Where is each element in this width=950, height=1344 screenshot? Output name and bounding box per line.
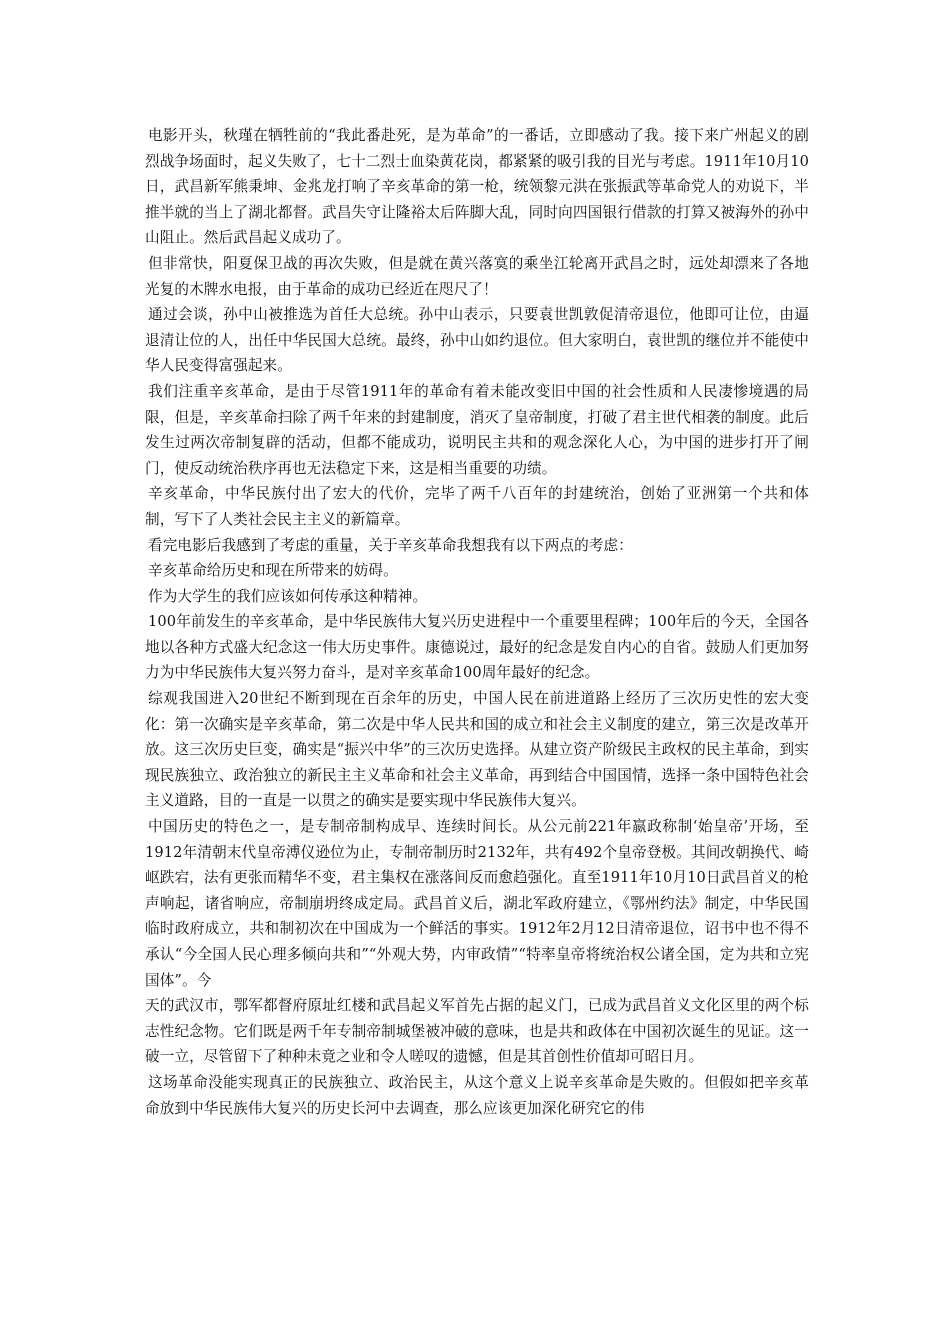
paragraph: 中国历史的特色之一，是专制帝制构成早、连续时间长。从公元前221年嬴政称制‘始皇帝’开场，至1912年清朝末代皇帝溥仪逊位为止，专制帝制历时2132年，共有492个皇帝登极。其间改朝换代、崎岖跌宕，法有更张而精华不变，君主集权在涨落间反而愈趋强化。直至1911年10月10日武昌首义的枪声响起，诸省响应，帝制崩坍终成定局。武昌首义后，湖北军政府建立，《鄂州约法》制定，中华民国临时政府成立，共和制初次在中国成为一个鲜活的事实。1912年2月12日清帝退位，诏书中也不得不承认“今全国人民心理多倾向共和”“外观大势，内审政情”“特率皇帝将统治权公诸全国，定为共和立宪国体”。今 bbox=[145, 818, 809, 989]
document-body bbox=[145, 123, 809, 1121]
paragraph: 但非常快，阳夏保卫战的再次失败，但是就在黄兴落寞的乘坐江轮离开武昌之时，远处却漂来了各地光复的木牌水电报，由于革命的成功已经近在咫尺了！ bbox=[145, 254, 809, 298]
paragraph: 天的武汉市，鄂军都督府原址红楼和武昌起义军首先占据的起义门，已成为武昌首义文化区里的两个标志性纪念物。它们既是两千年专制帝制城堡被冲破的意味，也是共和政体在中国初次诞生的见证。这一破一立，尽管留下了种种未竟之业和令人嗟叹的遗憾，但是其首创性价值却可昭日月。 bbox=[145, 997, 809, 1066]
paragraph: 看完电影后我感到了考虑的重量，关于辛亥革命我想我有以下两点的考虑： bbox=[148, 536, 633, 554]
paragraph: 这场革命没能实现真正的民族独立、政治民主，从这个意义上说辛亥革命是失败的。但假如把辛亥革命放到中华民族伟大复兴的历史长河中去调查，那么应该更加深化研究它的伟 bbox=[145, 1073, 809, 1117]
paragraph: 辛亥革命给历史和现在所带来的妨碍。 bbox=[148, 562, 398, 580]
paragraph: 作为大学生的我们应该如何传承这种精神。 bbox=[148, 587, 428, 605]
paragraph: 电影开头，秋瑾在牺牲前的“我此番赴死，是为革命”的一番话，立即感动了我。接下来广州起义的剧烈战争场面时，起义失败了，七十二烈士血染黄花岗，都紧紧的吸引我的目光与考虑。1911年10月10日，武昌新军熊秉坤、金兆龙打响了辛亥革命的第一枪，统领黎元洪在张振武等革命党人的劝说下，半推半就的当上了湖北都督。武昌失守让隆裕太后阵脚大乱，同时向四国银行借款的打算又被海外的孙中山阻止。然后武昌起义成功了。 bbox=[145, 127, 809, 247]
paragraph: 通过会谈，孙中山被推选为首任大总统。孙中山表示，只要袁世凯敦促清帝退位，他即可让位，由逼退清让位的人，出任中华民国大总统。最终，孙中山如约退位。但大家明白，袁世凯的继位并不能使中华人民变得富强起来。 bbox=[145, 306, 809, 375]
paragraph: 综观我国进入20世纪不断到现在百余年的历史，中国人民在前进道路上经历了三次历史性的宏大变化：第一次确实是辛亥革命，第二次是中华人民共和国的成立和社会主义制度的建立，第三次是改革开放。这三次历史巨变，确实是“振兴中华”的三次历史选择。从建立资产阶级民主政权的民主革命，到实现民族独立、政治独立的新民主主义革命和社会主义革命，再到结合中国国情，选择一条中国特色社会主义道路，目的一直是一以贯之的确实是要实现中华民族伟大复兴。 bbox=[145, 690, 809, 810]
paragraph: 我们注重辛亥革命，是由于尽管1911年的革命有着未能改变旧中国的社会性质和人民凄惨境遇的局限，但是，辛亥革命扫除了两千年来的封建制度，消灭了皇帝制度，打破了君主世代相袭的制度。此后发生过两次帝制复辟的活动，但都不能成功，说明民主共和的观念深化人心，为中国的进步打开了闸门，使反动统治秩序再也无法稳定下来，这是相当重要的功绩。 bbox=[145, 382, 809, 477]
paragraph: 100年前发生的辛亥革命，是中华民族伟大复兴历史进程中一个重要里程碑；100年后的今天，全国各地以各种方式盛大纪念这一伟大历史事件。康德说过，最好的纪念是发自内心的自省。鼓励人们更加努力为中华民族伟大复兴努力奋斗，是对辛亥革命100周年最好的纪念。 bbox=[145, 613, 809, 682]
paragraph: 辛亥革命，中华民族付出了宏大的代价，完毕了两千八百年的封建统治，创始了亚洲第一个共和体制，写下了人类社会民主主义的新篇章。 bbox=[145, 485, 809, 528]
